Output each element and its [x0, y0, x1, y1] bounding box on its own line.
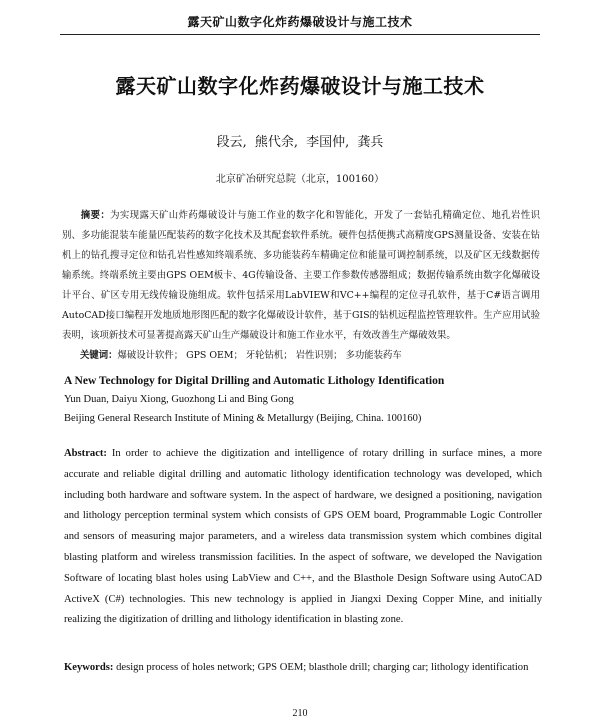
abstract-english: [64, 444, 542, 631]
page-number: 210: [292, 708, 308, 719]
keywords-english-label: Keywords:: [64, 662, 114, 673]
author-list: 段云, 熊代余, 李国仲, 龚兵: [216, 135, 384, 150]
abstract-chinese-label: 摘要：: [80, 210, 111, 221]
affiliation: 北京矿冶研究总院（北京，100160）: [215, 174, 385, 185]
abstract-chinese: [62, 206, 540, 346]
english-authors: Yun Duan, Daiyu Xiong, Guozhong Li and Bing Gong: [64, 394, 294, 405]
keywords-english: [64, 658, 542, 678]
keywords-chinese-label: 关键词：: [80, 350, 118, 361]
english-title: A New Technology for Digital Drilling and Automatic Lithology Identification: [64, 375, 445, 387]
keywords-english-text: design process of holes network; GPS OEM; blasthole drill; charging car; lithology identification: [116, 662, 529, 673]
keywords-chinese-text: 爆破设计软件； GPS OEM； 牙轮钻机； 岩性识别； 多功能装药车: [117, 350, 402, 361]
paper-title: 露天矿山数字化炸药爆破设计与施工技术: [115, 74, 485, 98]
english-affiliation: Beijing General Research Institute of Mining & Metallurgy (Beijing, China. 100160): [64, 413, 422, 424]
abstract-english-text: In order to achieve the digitization and intelligence of rotary drilling in surface mines, a more accurate and reliable digital drilling and automatic lithology identification technology was developed, which including both hardware and software system. In the aspect of hardware, we designed a positioning, navigation and lithology perception terminal system which consists of GPS OEM board, Programmable Logic Controller and sensors of measuring major parameters, and a wireless data transmission system which combines digital blasting platform and wireless transmission facilities. In the aspect of software, we developed the Navigation Software of locating blast holes using LabView and C++, and the Blasthole Design Software using AutoCAD ActiveX (C#) technologies. This new technology is applied in Jiangxi Dexing Copper Mine, and initially realizing the digitization of drilling and lithology identification in blasting zone.: [64, 448, 542, 626]
keywords-chinese: [80, 347, 540, 361]
abstract-chinese-text: 为实现露天矿山炸药爆破设计与施工作业的数字化和智能化，开发了一套钻孔精确定位、地孔岩性识别、多功能混装车能量匹配装药的数字化技术及其配套软件系统。硬件包括便携式高精度GPS测量设备、安装在钻机上的钻孔搜寻定位和钻孔岩性感知终端系统、多功能装药车精确定位和能量可调控制系统，以及矿区无线数据传输系统。终端系统主要由GPS OEM板卡、4G传输设备、主要工作参数传感器组成；数据传输系统由数字化爆破设计平台、矿区专用无线传输设施组成。软件包括采用LabVIEW和VC++编程的定位寻孔软件，基于C#语言调用AutoCAD接口编程开发地质地形图匹配的数字化爆破设计软件，基于GIS的钻机远程监控管理软件。生产应用试验表明，该项新技术可显著提高露天矿山生产爆破设计和施工作业水平，有效改善生产爆破效果。: [62, 210, 540, 341]
running-header: 露天矿山数字化炸药爆破设计与施工技术: [60, 10, 540, 35]
abstract-english-label: Abstract:: [64, 448, 107, 459]
